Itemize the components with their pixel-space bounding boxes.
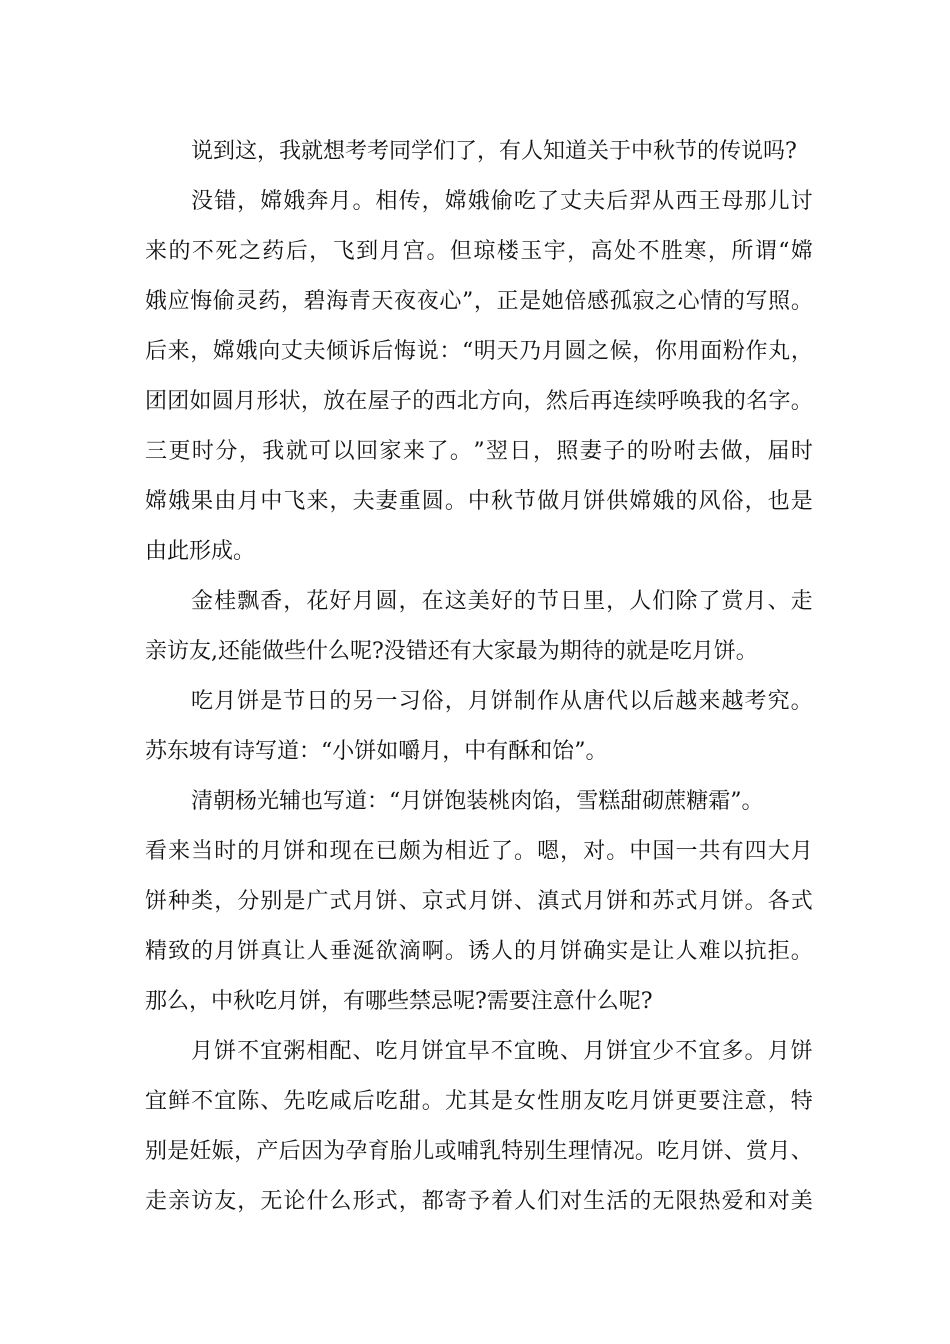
text-line: 清朝杨光辅也写道：“月饼饱装桃肉馅，雪糕甜砌蔗糖霜”。	[191, 789, 764, 814]
text-line: 吃 月 饼 是 节 日 的 另 一 习 俗 ， 月 饼 制 作 从 唐 代 以 后 越 来 越 考 究 。	[191, 689, 813, 714]
text-line: 精 致 的 月 饼 真 让 人 垂 涎 欲 滴 啊 。 诱 人 的 月 饼 确 实 是 让 人 难 以 抗 拒 。	[145, 939, 813, 964]
document-body	[145, 127, 813, 1227]
text-line: 饼 种 类 ， 分 别 是 广 式 月 饼 、 京 式 月 饼 、 滇 式 月 饼 和 苏 式 月 饼 。 各 式	[145, 889, 813, 914]
text-line: 苏东坡有诗写道：“小饼如嚼月，中有酥和饴”。	[145, 739, 608, 764]
text-line: 来 的 不 死 之 药 后 ， 飞 到 月 宫 。 但 琼 楼 玉 宇 ， 高 处 不 胜 寒 ， 所 谓 “ 嫦	[145, 239, 813, 264]
text-line: 宜 鲜 不 宜 陈 、 先 吃 咸 后 吃 甜 。 尤 其 是 女 性 朋 友 吃 月 饼 更 要 注 意 ， 特	[145, 1089, 813, 1114]
text-line: 别 是 妊 娠 ， 产 后 因 为 孕 育 胎 儿 或 哺 乳 特 别 生 理 情 况 。 吃 月 饼 、 赏 月 、	[145, 1139, 813, 1164]
text-line: 嫦 娥 果 由 月 中 飞 来 ， 夫 妻 重 圆 。 中 秋 节 做 月 饼 供 嫦 娥 的 风 俗 ， 也 是	[145, 489, 813, 514]
text-line: 那么，中秋吃月饼，有哪些禁忌呢?需要注意什么呢?	[145, 989, 653, 1014]
text-line: 后 来 ， 嫦 娥 向 丈 夫 倾 诉 后 悔 说 ： “ 明 天 乃 月 圆 之 候 ， 你 用 面 粉 作 丸 ，	[145, 339, 813, 364]
text-line: 没 错 ， 嫦 娥 奔 月 。 相 传 ， 嫦 娥 偷 吃 了 丈 夫 后 羿 从 西 王 母 那 儿 讨	[191, 189, 813, 214]
text-line: 由此形成。	[145, 539, 256, 564]
text-line: 说到这，我就想考考同学们了，有人知道关于中秋节的传说吗?	[191, 139, 797, 164]
text-line: 金 桂 飘 香 ， 花 好 月 圆 ， 在 这 美 好 的 节 日 里 ， 人 们 除 了 赏 月 、 走	[191, 589, 813, 614]
text-line: 亲访友,还能做些什么呢?没错还有大家最为期待的就是吃月饼。	[145, 639, 758, 664]
text-line: 娥 应 悔 偷 灵 药 ， 碧 海 青 天 夜 夜 心 ” ， 正 是 她 倍 感 孤 寂 之 心 情 的 写 照 。	[145, 289, 813, 314]
text-line: 看 来 当 时 的 月 饼 和 现 在 已 颇 为 相 近 了 。 嗯 ， 对 。 中 国 一 共 有 四 大 月	[145, 839, 813, 864]
text-line: 月 饼 不 宜 粥 相 配 、 吃 月 饼 宜 早 不 宜 晚 、 月 饼 宜 少 不 宜 多 。 月 饼	[191, 1039, 813, 1064]
text-line: 团 团 如 圆 月 形 状 ， 放 在 屋 子 的 西 北 方 向 ， 然 后 再 连 续 呼 唤 我 的 名 字 。	[145, 389, 813, 414]
text-line: 三 更 时 分 ， 我 就 可 以 回 家 来 了 。 ” 翌 日 ， 照 妻 子 的 吩 咐 去 做 ， 届 时	[145, 439, 813, 464]
text-line: 走 亲 访 友 ， 无 论 什 么 形 式 ， 都 寄 予 着 人 们 对 生 活 的 无 限 热 爱 和 对 美	[145, 1189, 813, 1214]
